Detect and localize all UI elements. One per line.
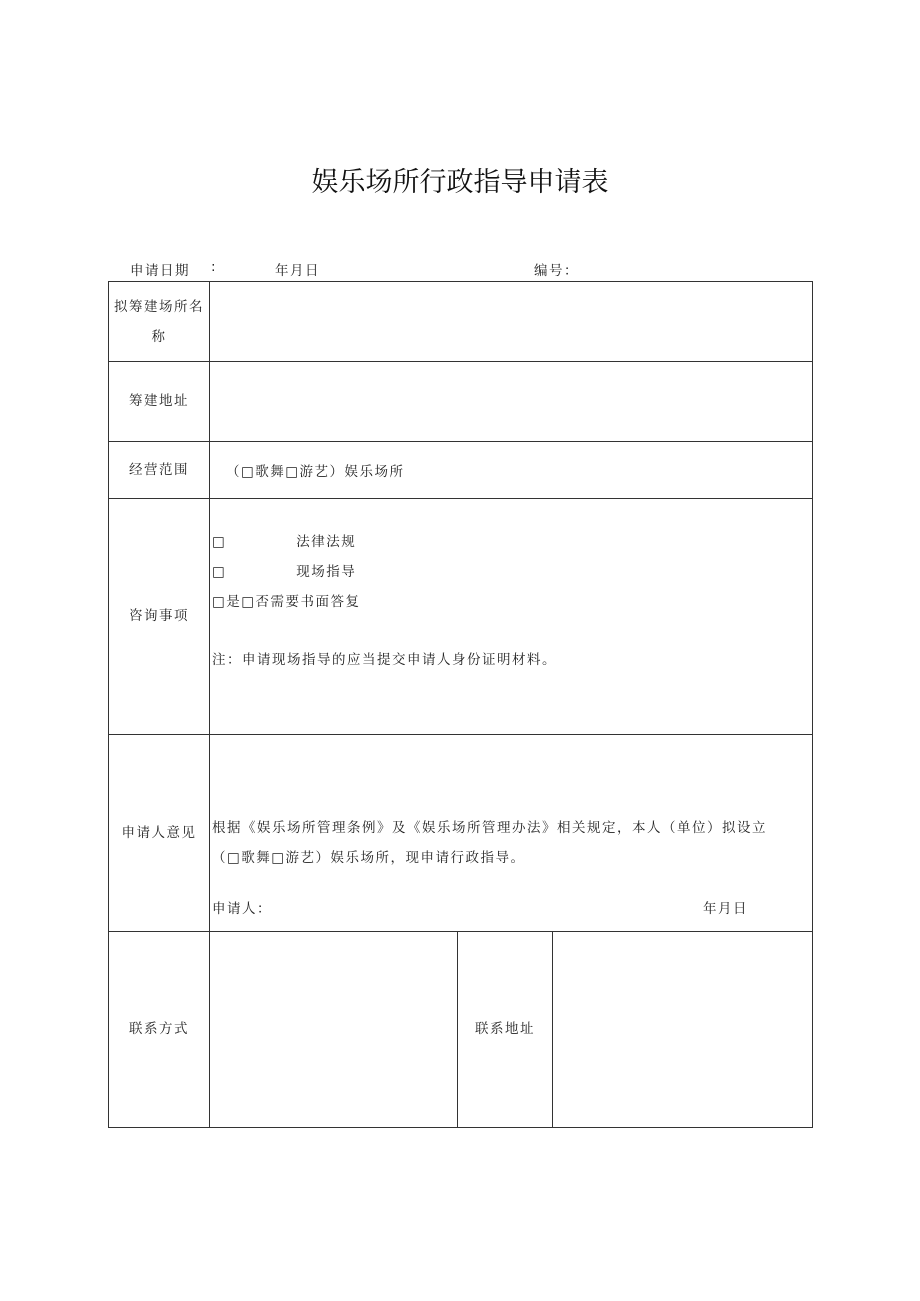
applicant-sign-row	[212, 899, 812, 919]
address-row	[109, 362, 813, 442]
consult-option-onsite-label: 现场指导	[296, 564, 357, 580]
opinion-label: 申请人意见	[109, 735, 210, 932]
consult-option-laws[interactable]	[212, 527, 812, 557]
consult-label: 咨询事项	[109, 499, 210, 735]
address-label: 筹建地址	[109, 362, 210, 442]
consult-option-laws-label: 法律法规	[296, 534, 357, 550]
application-date-value: 年月日	[275, 263, 320, 279]
scope-row	[109, 442, 813, 499]
address-field[interactable]	[210, 362, 813, 442]
checkbox-icon[interactable]: □	[212, 564, 227, 580]
applicant-date: 年月日	[703, 901, 749, 917]
venue-name-label-line1: 拟筹建场所名	[114, 298, 204, 315]
applicant-label: 申请人：	[212, 901, 272, 917]
scope-field[interactable]	[210, 442, 813, 499]
opinion-field	[210, 735, 813, 932]
consult-note: 注：申请现场指导的应当提交申请人身份证明材料。	[212, 652, 557, 668]
consult-field	[210, 499, 813, 735]
venue-name-row	[109, 282, 813, 362]
contact-address-field[interactable]	[553, 932, 813, 1128]
consult-row	[109, 499, 813, 735]
application-form-table	[108, 281, 813, 1128]
contact-field[interactable]	[210, 932, 458, 1128]
opinion-text-line2: （□歌舞□游艺）娱乐场所，现申请行政指导。	[212, 850, 526, 866]
opinion-text-line1: 根据《娱乐场所管理条例》及《娱乐场所管理办法》相关规定，本人（单位）拟设立	[212, 820, 767, 836]
contact-address-label: 联系地址	[458, 932, 553, 1128]
scope-label: 经营范围	[109, 442, 210, 499]
venue-name-label	[109, 282, 210, 362]
scope-value: （□歌舞□游艺）娱乐场所	[226, 464, 405, 480]
consult-option-onsite[interactable]	[212, 557, 812, 587]
contact-row	[109, 932, 813, 1128]
serial-number-label: 编号：	[534, 263, 579, 279]
venue-name-field[interactable]	[210, 282, 813, 362]
contact-label: 联系方式	[109, 932, 210, 1128]
application-date-colon: :	[211, 259, 218, 275]
application-date-label: 申请日期	[130, 263, 190, 279]
written-reply-option[interactable]: □是□否需要书面答复	[212, 594, 361, 610]
opinion-row	[109, 735, 813, 932]
form-title: 娱乐场所行政指导申请表	[311, 167, 609, 198]
venue-name-label-line2: 称	[151, 328, 167, 345]
checkbox-icon[interactable]: □	[212, 534, 227, 550]
